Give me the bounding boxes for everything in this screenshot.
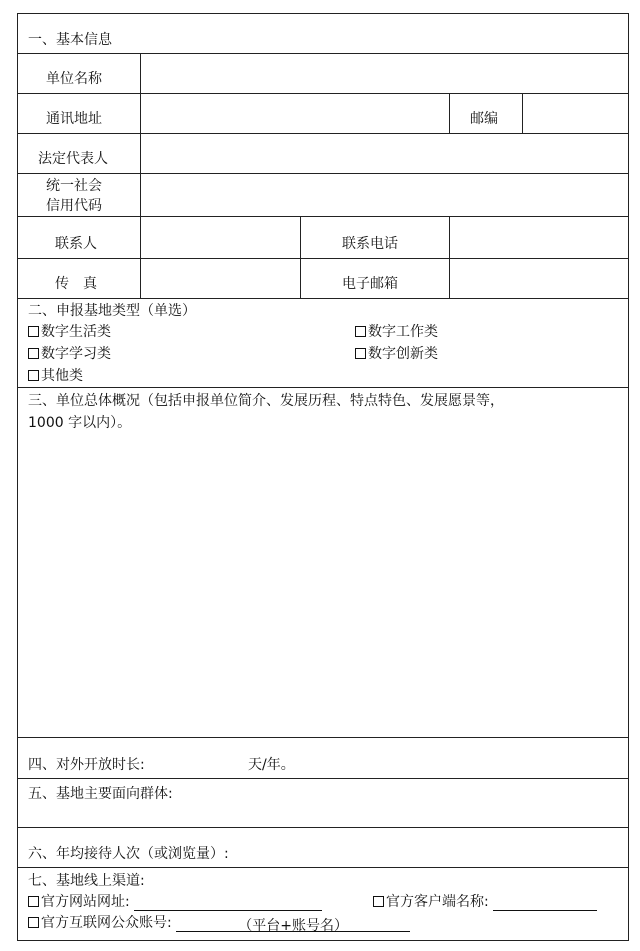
column-divider (449, 93, 450, 133)
option-label: 其他类 (41, 368, 83, 384)
checkbox-icon (355, 348, 366, 359)
column-divider (300, 216, 301, 298)
address-label: 通讯地址 (46, 111, 102, 127)
checkbox-icon (28, 370, 39, 381)
section-7-title: 七、基地线上渠道: (28, 873, 145, 889)
unit-name-label: 单位名称 (46, 71, 102, 87)
checkbox-icon (373, 896, 384, 907)
account-label: 官方互联网公众账号: (41, 915, 172, 931)
column-divider (449, 216, 450, 298)
contact-label: 联系人 (55, 236, 97, 252)
client-field[interactable] (373, 893, 597, 911)
open-duration-unit: 天/年。 (248, 757, 295, 773)
column-divider (140, 53, 141, 298)
open-duration-label: 四、对外开放时长: (28, 757, 145, 773)
rule (17, 173, 629, 174)
phone-label: 联系电话 (342, 236, 398, 252)
rule (17, 133, 629, 134)
rule (17, 258, 629, 259)
option-digital-life[interactable] (28, 323, 111, 341)
website-label: 官方网站网址: (41, 894, 130, 910)
fax-label: 传 真 (55, 276, 97, 292)
checkbox-icon (28, 348, 39, 359)
section-3-title-cont: 1000 字以内）。 (28, 415, 132, 431)
audience-label: 五、基地主要面向群体: (28, 786, 173, 802)
rule (17, 778, 629, 779)
option-label: 数字生活类 (41, 324, 111, 340)
option-label: 数字学习类 (41, 346, 111, 362)
rule (17, 93, 629, 94)
option-label: 数字创新类 (368, 346, 438, 362)
account-hint: （平台+账号名） (238, 918, 349, 934)
section-2-title: 二、申报基地类型（单选） (28, 303, 196, 319)
rule (17, 827, 629, 828)
client-label: 官方客户端名称: (386, 894, 489, 910)
credit-code-label-2: 信用代码 (46, 198, 102, 214)
rule (17, 867, 629, 868)
checkbox-icon (28, 917, 39, 928)
credit-code-label-1: 统一社会 (46, 178, 102, 194)
option-label: 数字工作类 (368, 324, 438, 340)
annual-visitors-label: 六、年均接待人次（或浏览量）: (28, 846, 229, 862)
email-label: 电子邮箱 (342, 276, 398, 292)
option-digital-work[interactable] (355, 323, 438, 341)
website-blank[interactable] (134, 896, 322, 911)
option-other[interactable] (28, 367, 83, 385)
option-digital-study[interactable] (28, 345, 111, 363)
account-field[interactable] (28, 914, 410, 932)
account-blank[interactable] (176, 917, 410, 932)
section-3-title: 三、单位总体概况（包括申报单位简介、发展历程、特点特色、发展愿景等， (28, 393, 504, 409)
client-blank[interactable] (493, 896, 597, 911)
rule (17, 387, 629, 388)
postcode-label: 邮编 (470, 111, 498, 127)
checkbox-icon (28, 326, 39, 337)
website-field[interactable] (28, 893, 322, 911)
rule (17, 216, 629, 217)
checkbox-icon (28, 896, 39, 907)
option-digital-innovation[interactable] (355, 345, 438, 363)
section-1-title: 一、基本信息 (28, 32, 112, 48)
rule (17, 298, 629, 299)
checkbox-icon (355, 326, 366, 337)
legal-rep-label: 法定代表人 (38, 151, 108, 167)
rule (17, 737, 629, 738)
column-divider (522, 93, 523, 133)
rule (17, 53, 629, 54)
